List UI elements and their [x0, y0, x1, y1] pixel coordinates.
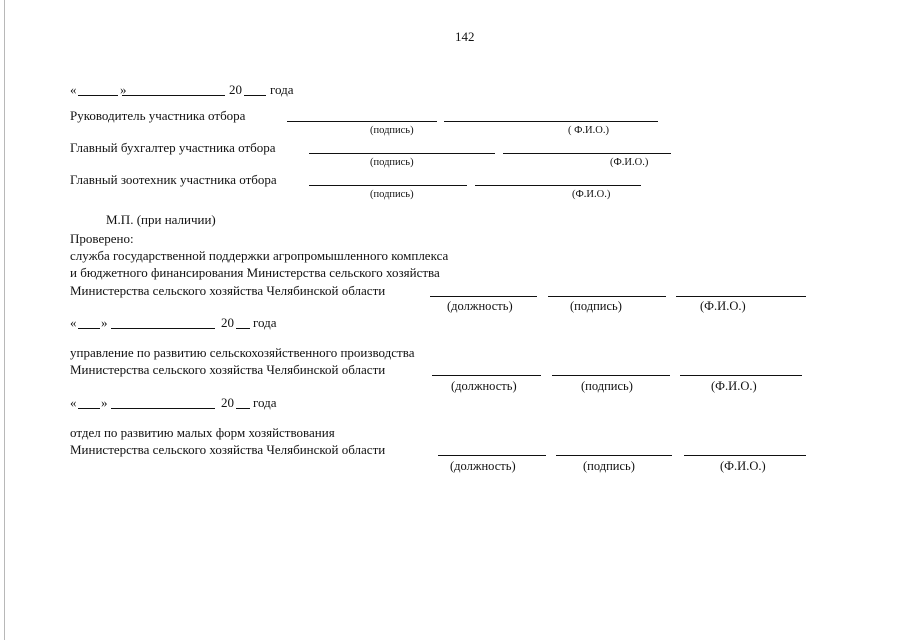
s2-fio-caption: (Ф.И.О.) — [711, 379, 757, 393]
s3-position-line — [438, 455, 546, 456]
date2-suffix: года — [253, 315, 277, 330]
page-number: 142 — [455, 29, 475, 44]
head-signature-line — [287, 121, 437, 122]
year-prefix: 20 — [229, 82, 242, 97]
ministry-line-2: Министерства сельского хозяйства Челябинской области — [70, 362, 386, 377]
s3-fio-caption: (Ф.И.О.) — [720, 459, 766, 473]
date3-year-blank — [236, 408, 250, 409]
date2-year-prefix: 20 — [221, 315, 234, 330]
accountant-label: Главный бухгалтер участника отбора — [70, 140, 276, 155]
accountant-signature-caption: (подпись) — [370, 157, 414, 168]
month-blank — [122, 95, 225, 96]
checked-label: Проверено: — [70, 231, 134, 246]
head-fio-line — [444, 121, 658, 122]
page-edge — [4, 0, 5, 640]
accountant-signature-line — [309, 153, 495, 154]
date3-suffix: года — [253, 395, 277, 410]
s1-fio-line — [676, 296, 806, 297]
ministry-line-3: Министерства сельского хозяйства Челябинской области — [70, 442, 386, 457]
s1-signature-line — [548, 296, 666, 297]
state-support-line-1: служба государственной поддержки агропромышленного комплекса — [70, 248, 449, 263]
s1-signature-caption: (подпись) — [570, 299, 622, 313]
date3-month-blank — [111, 408, 215, 409]
date2-open-quote: « — [70, 315, 77, 330]
date3-year-prefix: 20 — [221, 395, 234, 410]
s3-signature-caption: (подпись) — [583, 459, 635, 473]
date3-close-quote: » — [101, 395, 108, 410]
date2-close-quote: » — [101, 315, 108, 330]
s3-position-caption: (должность) — [450, 459, 516, 473]
s1-position-line — [430, 296, 537, 297]
state-support-line-2: и бюджетного финансирования Министерства сельского хозяйства — [70, 265, 440, 280]
date2-year-blank — [236, 328, 250, 329]
s2-position-line — [432, 375, 541, 376]
s3-signature-line — [556, 455, 672, 456]
s2-signature-caption: (подпись) — [581, 379, 633, 393]
zootech-fio-line — [475, 185, 641, 186]
s2-fio-line — [680, 375, 802, 376]
date-close-quote: » — [120, 82, 127, 97]
date3-day-blank — [78, 408, 100, 409]
date2-day-blank — [78, 328, 100, 329]
head-label: Руководитель участника отбора — [70, 108, 246, 123]
small-forms-line: отдел по развитию малых форм хозяйствования — [70, 425, 335, 440]
head-fio-caption: ( Ф.И.О.) — [568, 125, 609, 136]
production-line: управление по развитию сельскохозяйственного производства — [70, 345, 415, 360]
date3-open-quote: « — [70, 395, 77, 410]
s3-fio-line — [684, 455, 806, 456]
accountant-fio-caption: (Ф.И.О.) — [610, 157, 649, 168]
accountant-fio-line — [503, 153, 671, 154]
zootech-label: Главный зоотехник участника отбора — [70, 172, 277, 187]
date-suffix: года — [270, 82, 294, 97]
s1-fio-caption: (Ф.И.О.) — [700, 299, 746, 313]
ministry-line-1: Министерства сельского хозяйства Челябинской области — [70, 283, 386, 298]
s1-position-caption: (должность) — [447, 299, 513, 313]
year-blank — [244, 95, 266, 96]
zootech-signature-caption: (подпись) — [370, 189, 414, 200]
zootech-fio-caption: (Ф.И.О.) — [572, 189, 611, 200]
zootech-signature-line — [309, 185, 467, 186]
day-blank — [78, 95, 118, 96]
stamp-label: М.П. (при наличии) — [106, 212, 216, 227]
head-signature-caption: (подпись) — [370, 125, 414, 136]
date-open-quote: « — [70, 82, 77, 97]
s2-signature-line — [552, 375, 670, 376]
date2-month-blank — [111, 328, 215, 329]
s2-position-caption: (должность) — [451, 379, 517, 393]
